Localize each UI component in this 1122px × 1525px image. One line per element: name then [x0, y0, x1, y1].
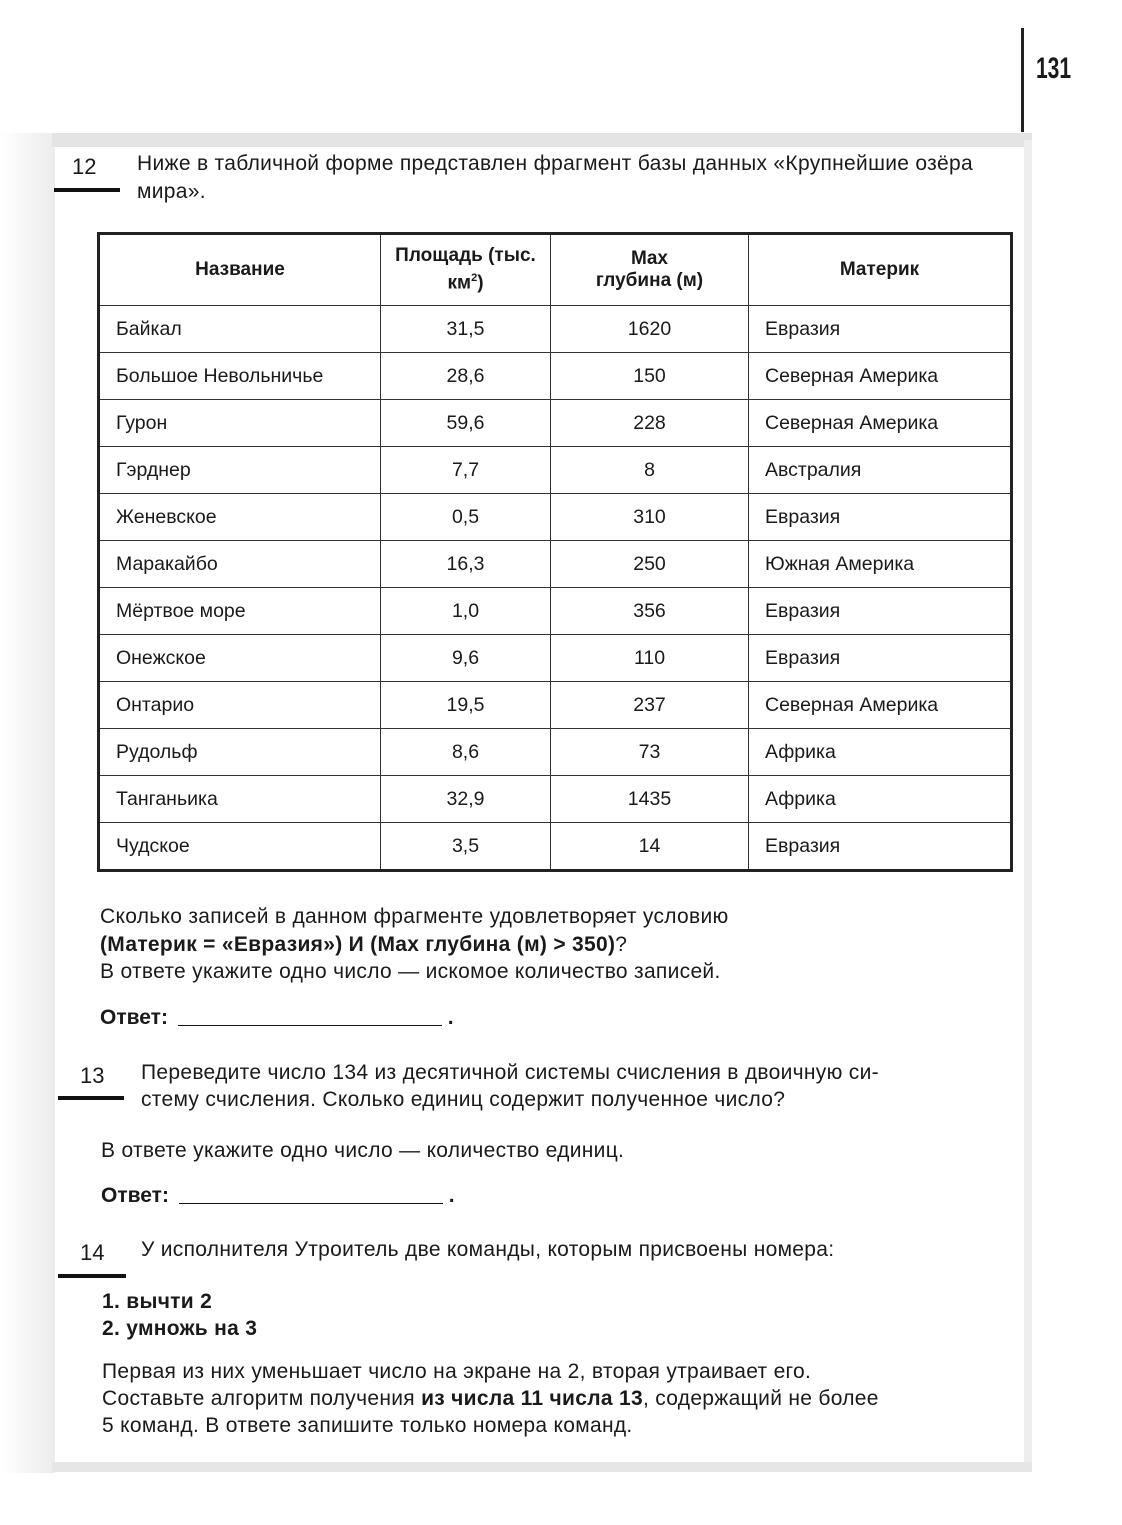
cell-area: 9,6: [381, 635, 551, 682]
table-row: [99, 588, 1012, 635]
task-12-condition: (Материк = «Евразия») И (Max глубина (м) > 350)?: [100, 933, 628, 956]
cell-name: Гурон: [99, 400, 381, 447]
header-continent: Материк: [749, 234, 1012, 306]
cell-area: 8,6: [381, 729, 551, 776]
cell-area: 28,6: [381, 353, 551, 400]
cell-name: Онежское: [99, 635, 381, 682]
cell-depth: 14: [551, 823, 749, 871]
task-13-number: 13: [80, 1063, 105, 1088]
cell-area: 0,5: [381, 494, 551, 541]
task-12-intro: Ниже в табличной форме представлен фрагмент базы данных «Крупнейшие озёра мира».: [137, 152, 973, 203]
cell-depth: 110: [551, 635, 749, 682]
scan-shade-right: [1024, 140, 1032, 1470]
cell-name: Большое Невольничье: [99, 353, 381, 400]
table-row: [99, 494, 1012, 541]
cell-area: 3,5: [381, 823, 551, 871]
cell-continent: Австралия: [749, 447, 1012, 494]
cell-continent: Африка: [749, 776, 1012, 823]
cell-area: 32,9: [381, 776, 551, 823]
task-13-bar: [58, 1096, 124, 1100]
table-row: [99, 353, 1012, 400]
cell-depth: 228: [551, 400, 749, 447]
task-12-instruction: В ответе укажите одно число — искомое количество записей.: [100, 960, 721, 983]
task-14-p3: 5 команд. В ответе запишите только номера команд.: [102, 1414, 633, 1437]
task-14-command-1: 1. вычти 2: [102, 1290, 213, 1313]
cell-continent: Южная Америка: [749, 541, 1012, 588]
cell-depth: 73: [551, 729, 749, 776]
task-14-command-2: 2. умножь на 3: [102, 1317, 258, 1340]
cell-continent: Северная Америка: [749, 400, 1012, 447]
cell-area: 19,5: [381, 682, 551, 729]
cell-name: Танганьика: [99, 776, 381, 823]
table-row: [99, 306, 1012, 353]
cell-continent: Евразия: [749, 588, 1012, 635]
cell-name: Женевское: [99, 494, 381, 541]
scan-band: [52, 133, 1032, 147]
task-13-text2: стему счисления. Сколько единиц содержит полученное число?: [141, 1088, 786, 1111]
cell-continent: Евразия: [749, 635, 1012, 682]
cell-depth: 8: [551, 447, 749, 494]
table-row: [99, 823, 1012, 871]
header-depth: Max глубина (м): [551, 234, 749, 306]
table-row: [99, 541, 1012, 588]
cell-area: 7,7: [381, 447, 551, 494]
table-row: [99, 400, 1012, 447]
cell-name: Гэрднер: [99, 447, 381, 494]
cell-depth: 310: [551, 494, 749, 541]
cell-depth: 237: [551, 682, 749, 729]
page-rule: [1021, 28, 1024, 132]
cell-area: 59,6: [381, 400, 551, 447]
task-12-bar: [54, 188, 120, 192]
task-14-number: 14: [80, 1240, 105, 1265]
cell-name: Мёртвое море: [99, 588, 381, 635]
cell-area: 31,5: [381, 306, 551, 353]
task-13-instruction: В ответе укажите одно число — количество единиц.: [101, 1139, 625, 1162]
header-area: Площадь (тыс. $км^2$): [381, 234, 551, 306]
cell-name: Онтарио: [99, 682, 381, 729]
cell-depth: 356: [551, 588, 749, 635]
cell-name: Чудское: [99, 823, 381, 871]
cell-area: 16,3: [381, 541, 551, 588]
task-12-answer[interactable]: Ответ: .: [100, 1006, 454, 1029]
table-row: [99, 682, 1012, 729]
task-14-bar: [58, 1274, 126, 1278]
cell-depth: 1435: [551, 776, 749, 823]
task-14-p2: Составьте алгоритм получения из числа 11 числа 13, содержащий не более: [102, 1387, 879, 1410]
task-14-intro: У исполнителя Утроитель две команды, которым присвоены номера:: [141, 1238, 835, 1261]
cell-continent: Евразия: [749, 306, 1012, 353]
cell-continent: Африка: [749, 729, 1012, 776]
cell-continent: Северная Америка: [749, 682, 1012, 729]
cell-continent: Северная Америка: [749, 353, 1012, 400]
cell-name: Рудольф: [99, 729, 381, 776]
task-14-p1: Первая из них уменьшает число на экране на 2, вторая утраивает его.: [102, 1360, 812, 1383]
table-row: [99, 447, 1012, 494]
scan-shade-bottom: [52, 1462, 1032, 1472]
table-header-row: [99, 234, 1012, 306]
task-13-answer[interactable]: Ответ: .: [101, 1184, 455, 1207]
table-row: [99, 729, 1012, 776]
lakes-table: [97, 232, 1013, 872]
cell-depth: 250: [551, 541, 749, 588]
cell-depth: 1620: [551, 306, 749, 353]
page-number: 131: [1036, 52, 1072, 85]
scan-shade: [0, 133, 55, 1473]
header-name: Название: [99, 234, 381, 306]
cell-name: Байкал: [99, 306, 381, 353]
cell-area: 1,0: [381, 588, 551, 635]
cell-continent: Евразия: [749, 823, 1012, 871]
task-13-text1: Переведите число 134 из десятичной системы счисления в двоичную си-: [141, 1061, 879, 1084]
table-row: [99, 776, 1012, 823]
table-row: [99, 635, 1012, 682]
cell-depth: 150: [551, 353, 749, 400]
task-12-question: Сколько записей в данном фрагменте удовлетворяет условию: [100, 905, 729, 928]
cell-continent: Евразия: [749, 494, 1012, 541]
cell-name: Маракайбо: [99, 541, 381, 588]
task-12-number: 12: [72, 154, 97, 179]
